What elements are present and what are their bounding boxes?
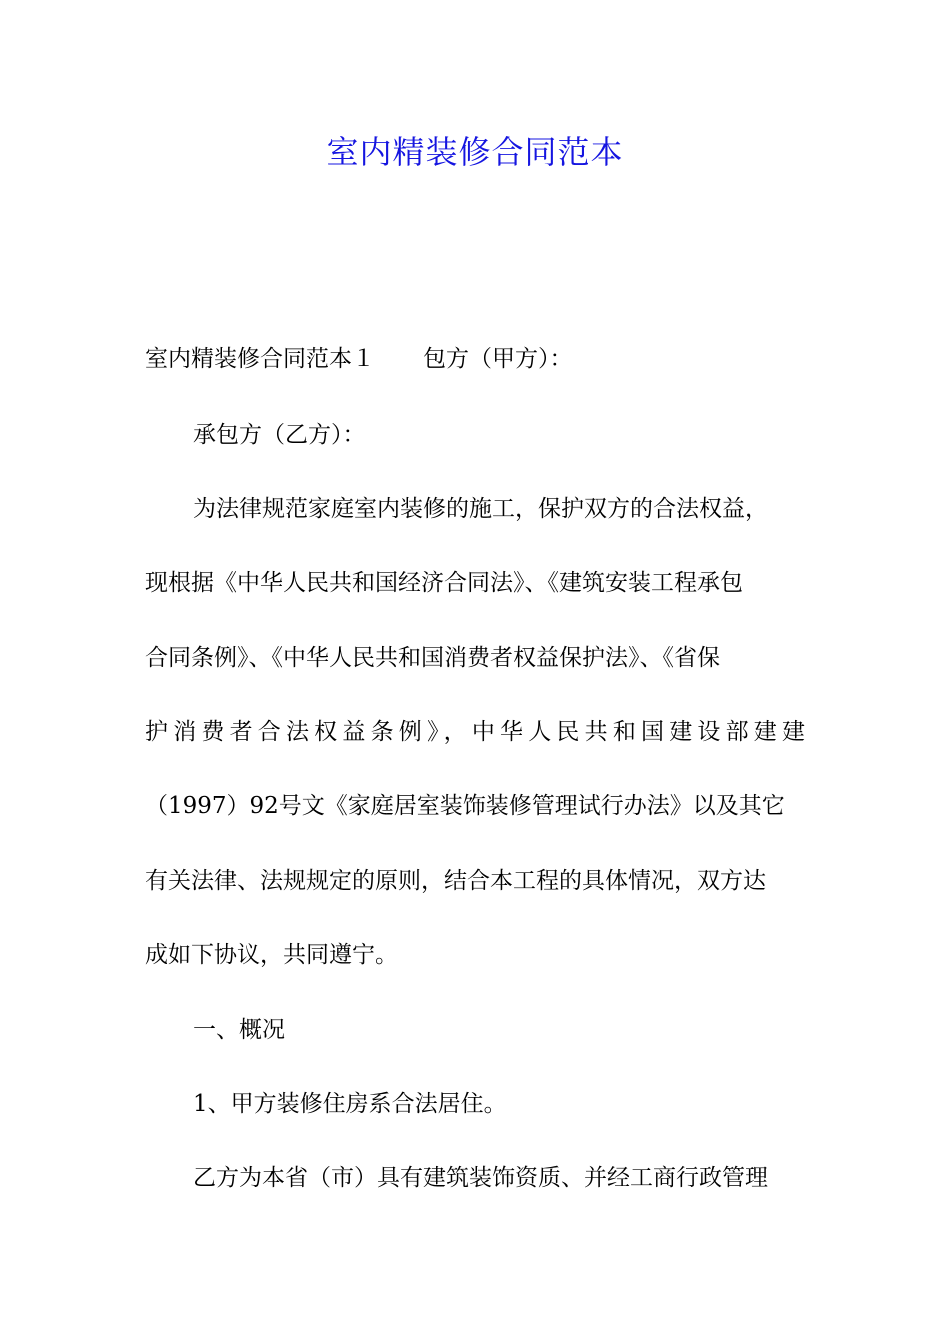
contract-heading-1: 室内精装修合同范本１ — [145, 346, 375, 372]
party-b-label: 承包方（乙方）： — [193, 422, 366, 448]
paragraph-line: 为法律规范家庭室内装修的施工，保护双方的合法权益， — [193, 496, 768, 522]
paragraph-line: （1997）92号文《家庭居室装饰装修管理试行办法》以及其它 — [145, 793, 785, 819]
party-a-label: 包方（甲方）： — [423, 346, 573, 372]
text-line-1 — [145, 344, 805, 374]
document-title: 室内精装修合同范本 — [326, 133, 624, 171]
paragraph-line: 合同条例》、《中华人民共和国消费者权益保护法》、《省保 — [145, 645, 720, 671]
clause-line: 1、甲方装修住房系合法居住。 — [193, 1091, 507, 1117]
section-heading: 一、概况 — [193, 1017, 285, 1043]
paragraph-line: 乙方为本省（市）具有建筑装饰资质、并经工商行政管理 — [193, 1165, 768, 1191]
paragraph-line: 成如下协议，共同遵宁。 — [145, 942, 398, 968]
paragraph-line: 现根据《中华人民共和国经济合同法》、《建筑安装工程承包 — [145, 570, 743, 596]
paragraph-line: 护消费者合法权益条例》，中华人民共和国建设部建建 — [145, 719, 805, 745]
paragraph-line: 有关法律、法规规定的原则，结合本工程的具体情况，双方达 — [145, 868, 766, 894]
